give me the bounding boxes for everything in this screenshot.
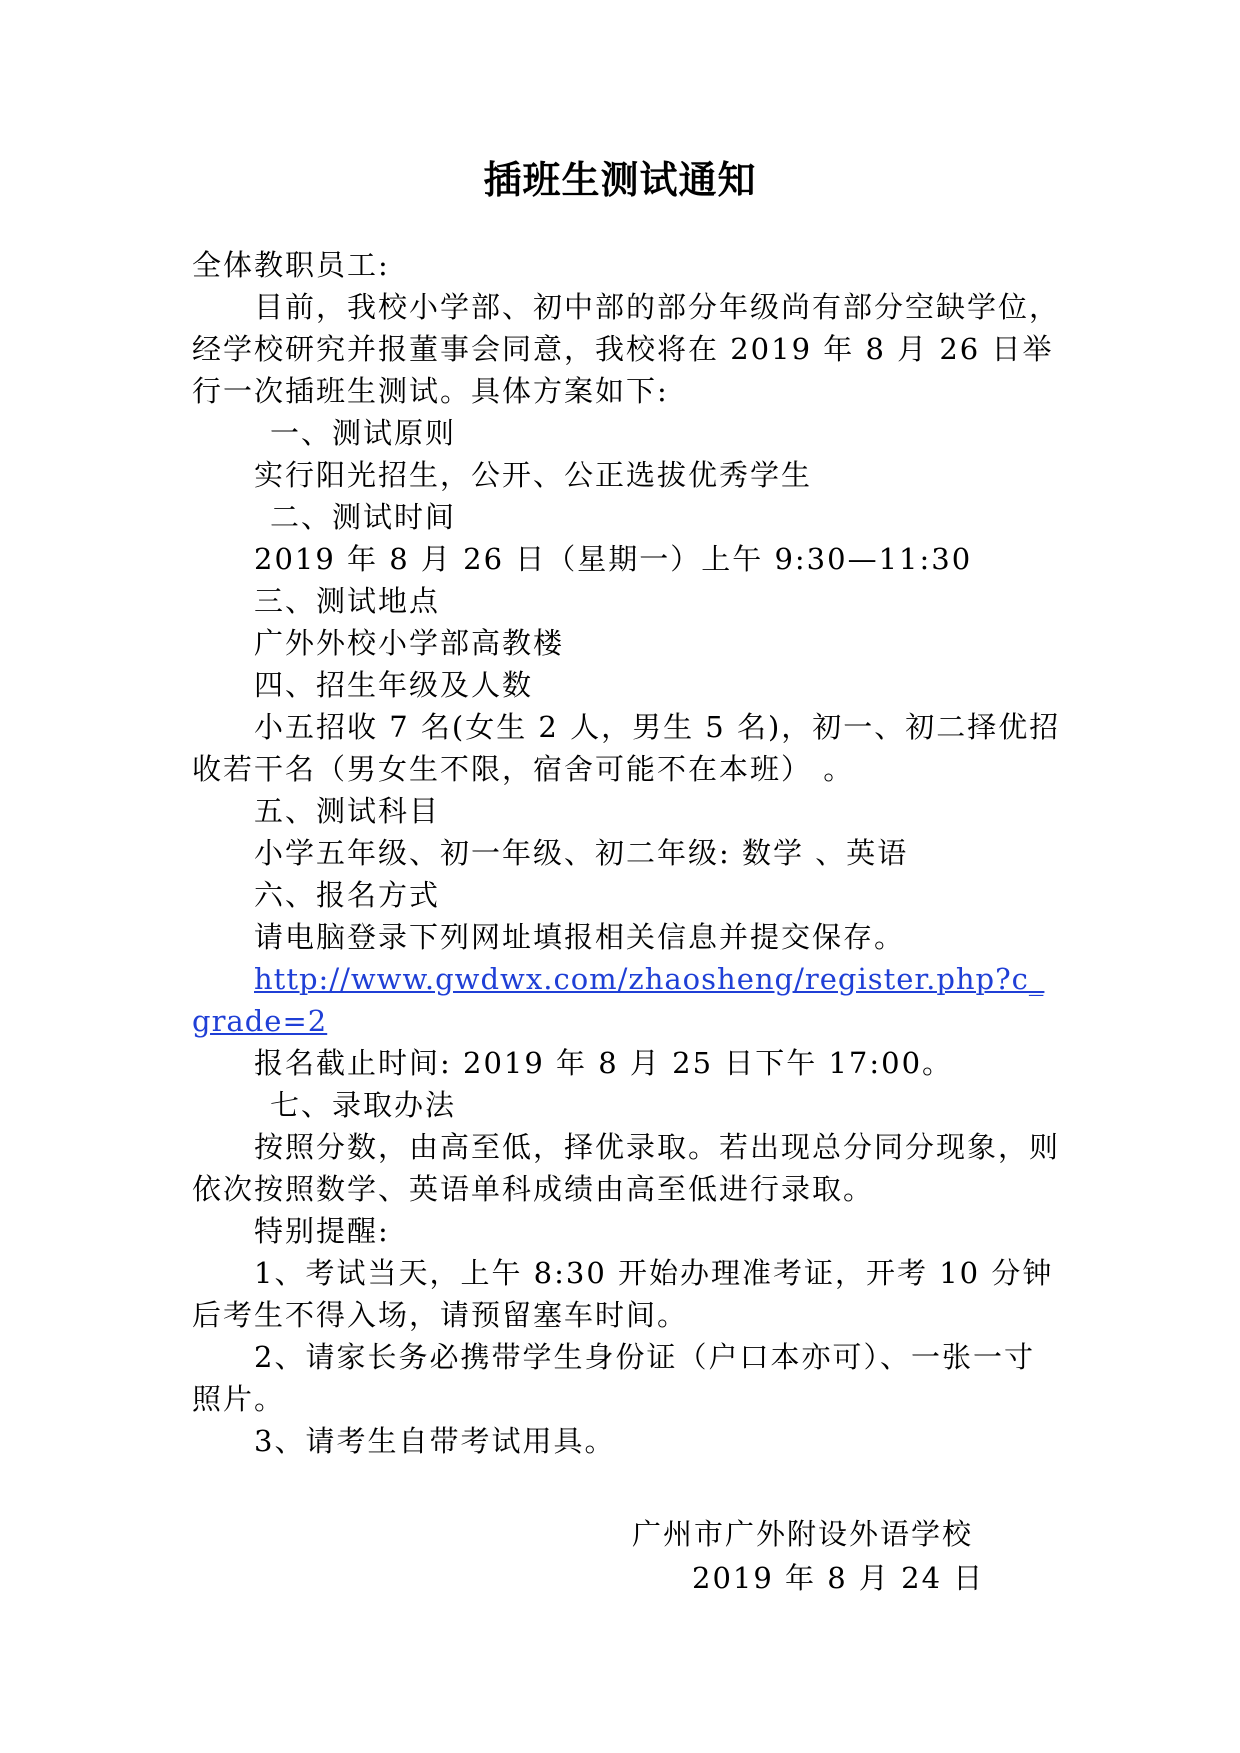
section-4-heading: 四、招生年级及人数 bbox=[254, 668, 534, 702]
section-6-heading: 六、报名方式 bbox=[254, 878, 441, 912]
registration-link-line bbox=[192, 958, 1062, 1042]
section-5-body: 小学五年级、初一年级、初二年级: 数学 、英语 bbox=[254, 836, 909, 870]
reminder-heading: 特别提醒: bbox=[254, 1214, 390, 1248]
page-title: 插班生测试通知 bbox=[483, 157, 757, 202]
section-7-body: 按照分数，由高至低，择优录取。若出现总分同分现象，则依次按照数学、英语单科成绩由高至低进行录取。 bbox=[192, 1130, 1061, 1206]
registration-link[interactable]: http://www.gwdwx.com/zhaosheng/register.php?c_grade=2 bbox=[192, 962, 1045, 1038]
notice-body bbox=[192, 244, 1062, 1462]
reminder-item-2: 2、请家长务必携带学生身份证（户口本亦可）、一张一寸照片。 bbox=[192, 1340, 1035, 1416]
reminder-item-1: 1、考试当天，上午 8:30 开始办理准考证，开考 10 分钟后考生不得入场，请预留塞车时间。 bbox=[192, 1256, 1054, 1332]
salutation: 全体教职员工: bbox=[192, 248, 390, 282]
section-7-heading: 七、录取办法 bbox=[270, 1088, 457, 1122]
signature-organization: 广州市广外附设外语学校 bbox=[632, 1517, 974, 1551]
reminder-item-3: 3、请考生自带考试用具。 bbox=[254, 1424, 616, 1458]
section-1-body: 实行阳光招生，公开、公正选拔优秀学生 bbox=[254, 458, 813, 492]
section-2-heading: 二、测试时间 bbox=[270, 500, 457, 534]
section-1-heading: 一、测试原则 bbox=[270, 416, 457, 450]
section-5-heading: 五、测试科目 bbox=[254, 794, 441, 828]
section-3-body: 广外外校小学部高教楼 bbox=[254, 626, 565, 660]
intro-paragraph: 目前，我校小学部、初中部的部分年级尚有部分空缺学位，经学校研究并报董事会同意，我校将在 2019 年 8 月 26 日举行一次插班生测试。具体方案如下: bbox=[192, 290, 1061, 408]
section-6-body: 请电脑登录下列网址填报相关信息并提交保存。 bbox=[254, 920, 906, 954]
section-3-heading: 三、测试地点 bbox=[254, 584, 441, 618]
section-2-body: 2019 年 8 月 26 日（星期一）上午 9:30—11:30 bbox=[254, 542, 973, 576]
registration-deadline: 报名截止时间: 2019 年 8 月 25 日下午 17:00。 bbox=[254, 1046, 954, 1080]
signature-date: 2019 年 8 月 24 日 bbox=[692, 1561, 985, 1595]
section-4-body: 小五招收 7 名(女生 2 人，男生 5 名)，初一、初二择优招收若干名（男女生不限，宿舍可能不在本班） 。 bbox=[192, 710, 1061, 786]
